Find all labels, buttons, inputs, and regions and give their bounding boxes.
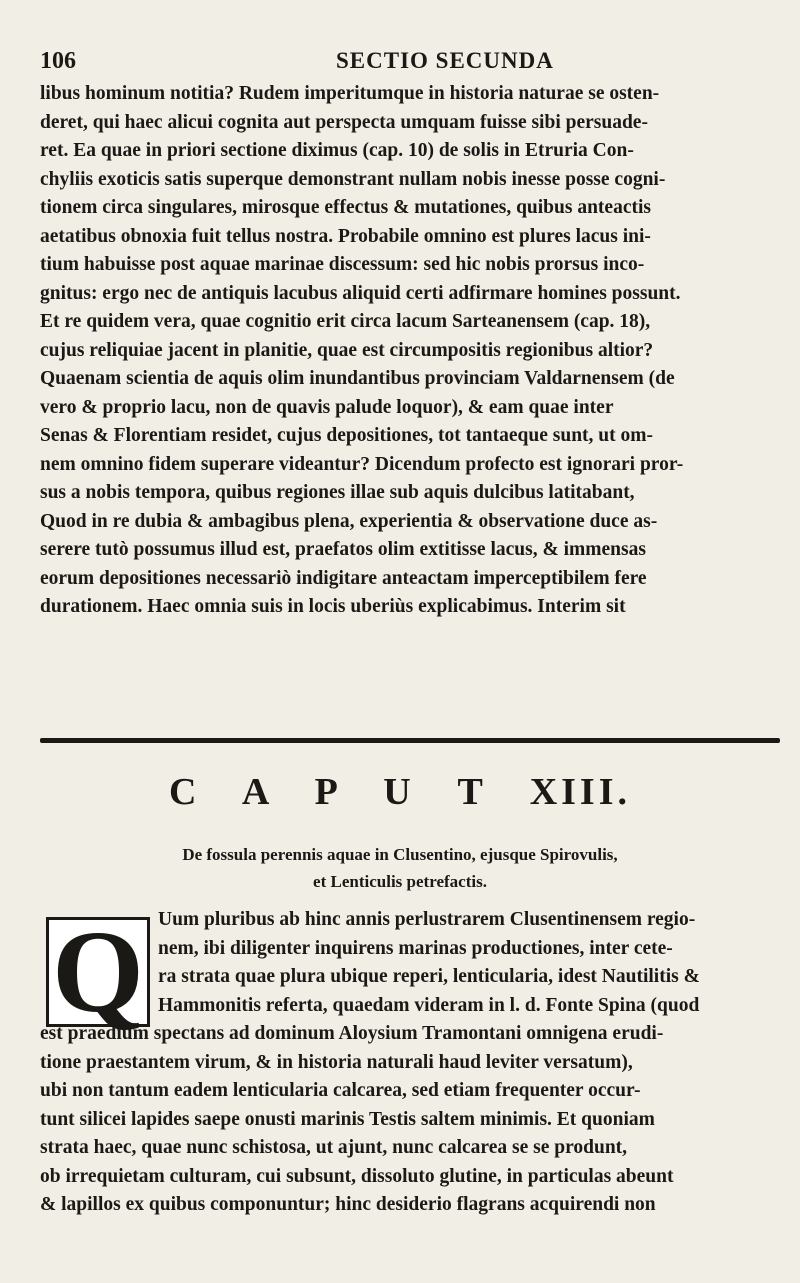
text-line: tionem circa singulares, mirosque effectus & mutationes, quibus anteactis xyxy=(40,197,651,218)
chapter-subtitle-line-2: et Lenticulis petrefactis. xyxy=(313,872,487,891)
text-line: cujus reliquiae jacent in planitie, quae est circumpositis regionibus altior? xyxy=(40,339,654,361)
text-line: libus hominum notitia? Rudem imperitumque in historia naturae se osten- xyxy=(40,83,660,104)
text-line: Senas & Florentiam residet, cujus depositiones, tot tantaeque sunt, ut om- xyxy=(40,425,653,446)
text-line: chyliis exoticis satis superque demonstrant nullam nobis inesse posse cogni- xyxy=(40,168,666,190)
text-line: aetatibus obnoxia fuit tellus nostra. Probabile omnino est plures lacus ini- xyxy=(40,225,651,247)
text-line: gnitus: ergo nec de antiquis lacubus aliquid certi adfirmare homines possunt. xyxy=(40,282,681,304)
text-line: Hammonitis referta, quaedam videram in l. d. Fonte Spina (quod xyxy=(158,994,700,1016)
text-line: Quaenam scientia de aquis olim inundantibus provinciam Valdarnensem (de xyxy=(40,368,675,389)
text-line: strata haec, quae nunc schistosa, ut ajunt, nunc calcarea se se produnt, xyxy=(40,1137,628,1158)
text-line: vero & proprio lacu, non de quavis palude loquor), & eam quae inter xyxy=(40,396,614,418)
text-line: ubi non tantum eadem lenticularia calcarea, sed etiam frequenter occur- xyxy=(40,1080,641,1101)
section-title: SECTIO SECUNDA xyxy=(336,48,554,73)
text-line: durationem. Haec omnia suis in locis uberiùs explicabimus. Interim sit xyxy=(40,596,626,617)
text-line: sus a nobis tempora, quibus regiones illae sub aquis dulcibus latitabant, xyxy=(40,482,635,503)
chapter-title: C A P U T XIII. xyxy=(168,771,632,813)
text-line: tunt silicei lapides saepe onusti marinis Testis saltem minimis. Et quoniam xyxy=(40,1108,655,1130)
decorative-rule xyxy=(40,738,780,743)
text-line: serere tutò possumus illud est, praefatos olim extitisse lacus, & immensas xyxy=(40,539,646,560)
running-head xyxy=(40,48,770,76)
text-line: deret, qui haec alicui cognita aut perspecta umquam fuisse sibi persuade- xyxy=(40,111,648,133)
text-line: Quod in re dubia & ambagibus plena, experientia & observatione duce as- xyxy=(40,510,658,532)
text-line: ob irrequietam culturam, cui subsunt, dissoluto glutine, in particulas abeunt xyxy=(40,1165,674,1187)
text-line: ret. Ea quae in priori sectione diximus (cap. 10) de solis in Etruria Con- xyxy=(40,140,634,161)
text-line: eorum depositiones necessariò indigitare anteactam imperceptibilem fere xyxy=(40,567,647,589)
paragraph-1 xyxy=(40,80,780,622)
text-line: tione praestantem virum, & in historia naturali haud leviter versatum), xyxy=(40,1051,633,1073)
text-line: nem, ibi diligenter inquirens marinas productiones, inter cete- xyxy=(158,937,673,959)
paragraph-2 xyxy=(40,906,780,1220)
page-number: 106 xyxy=(40,48,76,74)
text-line: & lapillos ex quibus componuntur; hinc desiderio flagrans acquirendi non xyxy=(40,1194,656,1215)
text-line: Et re quidem vera, quae cognitio erit circa lacum Sarteanensem (cap. 18), xyxy=(40,311,651,332)
text-line: est praedium spectans ad dominum Aloysium Tramontani omnigena erudi- xyxy=(40,1023,664,1044)
text-line: tium habuisse post aquae marinae discessum: sed hic nobis prorsus inco- xyxy=(40,254,645,275)
text-line: nem omnino fidem superare videantur? Dicendum profecto est ignorari pror- xyxy=(40,453,684,475)
chapter-subtitle-line-1: De fossula perennis aquae in Clusentino, ejusque Spirovulis, xyxy=(182,845,618,864)
text-line: Uum pluribus ab hinc annis perlustrarem Clusentinensem regio- xyxy=(158,909,696,930)
drop-cap-letter: Q xyxy=(52,906,144,1037)
text-line: ra strata quae plura ubique reperi, lenticularia, idest Nautilitis & xyxy=(158,966,700,987)
